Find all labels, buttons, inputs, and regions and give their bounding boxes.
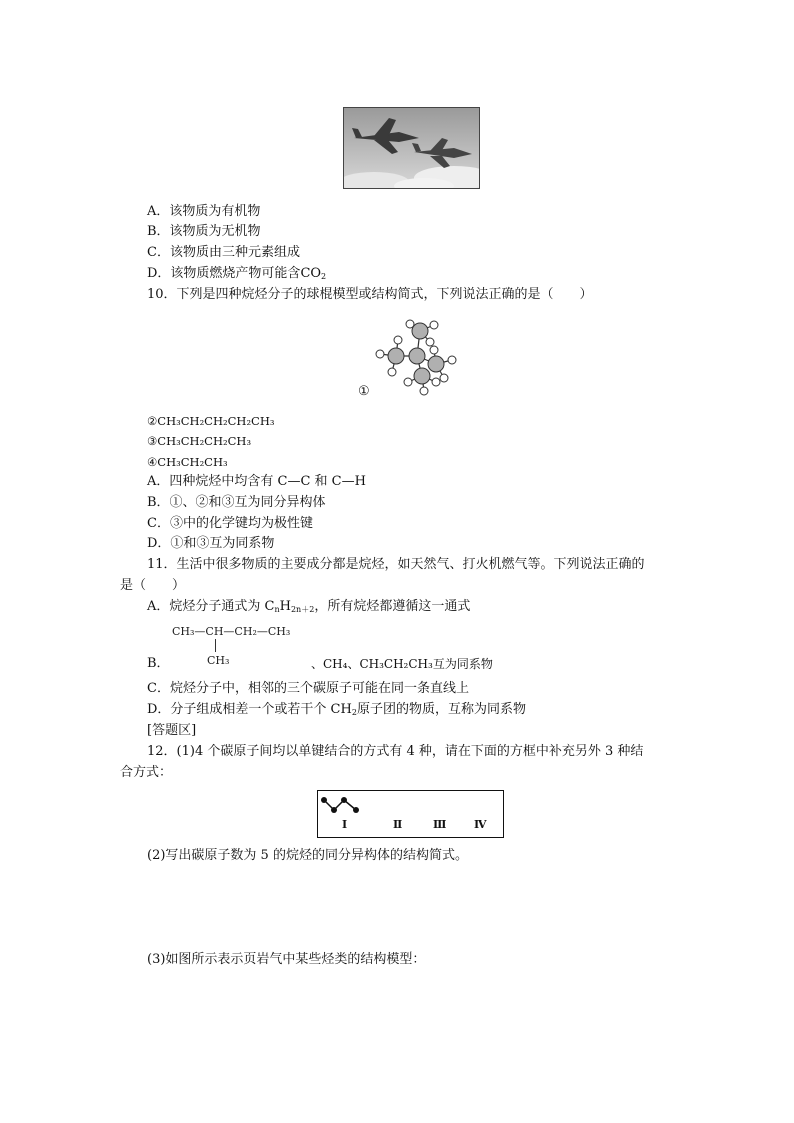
q9-option-d-text: D．该物质燃烧产物可能含 (147, 266, 301, 281)
q11-option-d-sub: 2 (351, 708, 357, 717)
q9-option-b: B．该物质为无机物 (147, 224, 261, 239)
q11-option-c: C．烷烃分子中，相邻的三个碳原子可能在同一条直线上 (147, 681, 469, 696)
q11-option-a-sub1: n (274, 605, 280, 614)
q12-part2: (2)写出碳原子数为 5 的烷烃的同分异构体的结构简式。 (147, 848, 468, 863)
roman-2: Ⅱ (393, 818, 403, 831)
q11-stem-line1: 11．生活中很多物质的主要成分都是烷烃，如天然气、打火机燃气等。下列说法正确的 (147, 557, 645, 572)
q10-option-b: B．①、②和③互为同分异构体 (147, 495, 326, 510)
q11-option-d-prefix: D．分子组成相差一个或若干个 CH (147, 702, 352, 717)
q9-co2-sub: 2 (321, 272, 327, 281)
q11-option-d (147, 701, 526, 722)
q10-item-3: ③CH₃CH₂CH₂CH₃ (147, 434, 252, 448)
zigzag-carbon-chain (320, 794, 365, 816)
q12-part3: (3)如图所示表示页岩气中某些烃类的结构模型： (147, 952, 426, 967)
q11-struct-bond (215, 639, 216, 652)
q10-option-d: D．①和③互为同系物 (147, 536, 275, 551)
q12-part1-line1: 12．(1)4 个碳原子间均以单键结合的方式有 4 种，请在下面的方框中补充另外 3 种结 (147, 744, 644, 759)
q12-part1-line2: 合方式： (120, 765, 173, 780)
roman-1: Ⅰ (342, 818, 348, 831)
q10-item-4: ④CH₃CH₂CH₃ (147, 455, 228, 469)
q11-option-b-struct-bottom: CH₃ (207, 654, 230, 667)
q10-option-c: C．③中的化学键均为极性键 (147, 516, 313, 531)
q11-option-a-sub2: 2n＋2 (290, 605, 315, 614)
fighter-jets-image (344, 108, 479, 188)
q11-option-a-suffix: ，所有烷烃都遵循这一通式 (314, 599, 471, 614)
q11-option-a-mid: H (279, 599, 291, 614)
q10-item-2: ②CH₃CH₂CH₂CH₂CH₃ (147, 414, 275, 428)
q11-option-b-label: B． (147, 656, 170, 671)
q9-option-c: C．该物质由三种元素组成 (147, 245, 300, 260)
q11-option-a-prefix: A．烷烃分子通式为 C (147, 599, 275, 614)
q9-option-a: A．该物质为有机物 (147, 204, 261, 219)
q10-stem: 10．下列是四种烷烃分子的球棍模型或结构简式，下列说法正确的是（ ） (147, 287, 593, 302)
roman-3: Ⅲ (433, 818, 447, 831)
q10-option-a: A．四种烷烃中均含有 C—C 和 C—H (147, 474, 366, 489)
roman-4: Ⅳ (474, 818, 487, 831)
q11-option-d-suffix: 原子团的物质，互称为同系物 (356, 702, 526, 717)
fighter-jets-photo (343, 107, 480, 189)
q11-stem-line2: 是（ ） (120, 578, 186, 593)
q9-co2: CO (300, 266, 322, 281)
q11-option-b-struct-top: CH₃—CH—CH₂—CH₃ (172, 625, 291, 638)
model-1-label: ① (358, 384, 370, 399)
q11-option-a (147, 598, 470, 619)
answer-zone-label: [答题区] (147, 723, 197, 738)
q9-option-d (147, 265, 326, 286)
q11-option-b-tail: 、CH₄、CH₃CH₂CH₃互为同系物 (311, 657, 493, 671)
ball-and-stick-model (372, 316, 462, 398)
